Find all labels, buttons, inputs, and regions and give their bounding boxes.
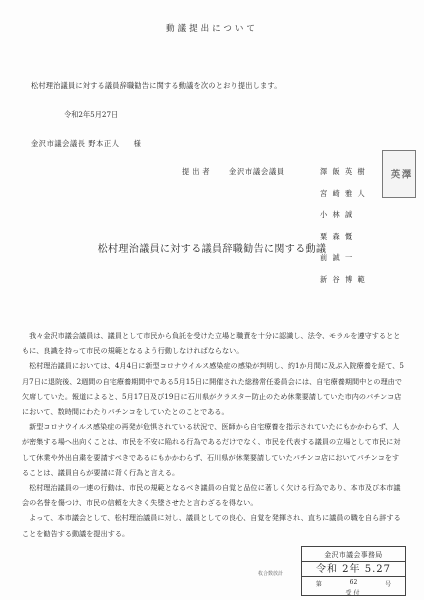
addressee-honorific: 様	[133, 139, 142, 148]
member-name: 小林誠	[320, 210, 358, 219]
body-paragraph: 松村理治議員においては、4月4日に新型コロナウイルス感染症の感染が判明し、約1か月間に及ぶ入院療養を経て、5月7日に退院後、2週間の自宅療養期間中である5月15日に開催された総務常任委員会には、自宅療養期間中との理由で欠席していた。報道によると、5月17日及び19日に石川県がクラスター防止のため休業要請していた市内のパチンコ店において、数時間にわたりパチンコをしていたとのことである。	[22, 361, 404, 417]
intro-text: 松村理治議員に対する議員辞職勧告に関する動議を次のとおり提出します。	[31, 81, 282, 90]
motion-body	[22, 328, 406, 541]
member-name: 前誠一	[320, 253, 358, 262]
stamp-office: 金沢市議会事務局	[324, 551, 383, 559]
body-paragraph: 我々金沢市議会議員は、議員として市民から負託を受けた立場と職責を十分に認識し、法令、モラルを遵守するとともに、良識を持って市民の規範となるよう行動しなければならない。	[22, 331, 401, 356]
stamp-number-suffix: 号	[385, 581, 392, 588]
personal-seal	[382, 150, 416, 198]
addressee-name: 金沢市議会議長 野本正人	[31, 139, 120, 148]
stamp-received: 受付	[345, 590, 362, 597]
stamp-date: 令和 2年 5.27	[302, 561, 405, 577]
body-paragraph: よって、本市議会として、松村理治議員に対し、議員としての良心、自覚を発揮され、直ちに議員の職を自ら辞することを勧告する動議を提出する。	[22, 513, 401, 538]
body-paragraph: 松村理治議員の一連の行動は、市民の規範となるべき議員の自覚と品位に著しく欠ける行為であり、本市及び本市議会の名誉を傷つけ、市民の信頼を大きく失墜させたと言わざるを得ない。	[22, 483, 401, 508]
seal-char: 英	[388, 169, 400, 179]
stamp-number: 62	[349, 579, 358, 586]
submitter-role: 提出者	[182, 167, 213, 176]
member-name: 新谷博範	[320, 275, 370, 284]
motion-subject: 松村理治議員に対する議員辞職勧告に関する動議	[97, 244, 327, 255]
member-name: 澤飯英樹	[320, 167, 370, 176]
stamp-number-prefix: 第	[315, 581, 322, 588]
reception-stamp	[301, 546, 406, 596]
submitter-affiliation: 金沢市議会議員	[229, 167, 285, 176]
document-title: 動議提出について	[166, 24, 258, 34]
stamp-number-row	[302, 579, 405, 588]
print-label: 枚合数放計	[258, 571, 284, 577]
addressee	[31, 139, 141, 149]
body-paragraph: 新型コロナウイルス感染症の再発が危惧されている状況で、医師から自宅療養を指示されていたにもかかわらず、人が密集する場へ出向くことは、市民を不安に陥れる行為であるだけでなく、市民を代表する議員の立場として市民に対して休業や外出自粛を要請すべきであるにもかかわらず、石川県が休業要請していたパチンコ店においてパチンコをすることは、議員自らが要請に背く行為と言える。	[22, 422, 401, 477]
seal-char: 澤	[399, 169, 411, 179]
member-name: 宮崎雅人	[320, 189, 370, 198]
member-name: 粟森慨	[320, 232, 358, 241]
document-date: 令和2年5月27日	[64, 110, 119, 119]
